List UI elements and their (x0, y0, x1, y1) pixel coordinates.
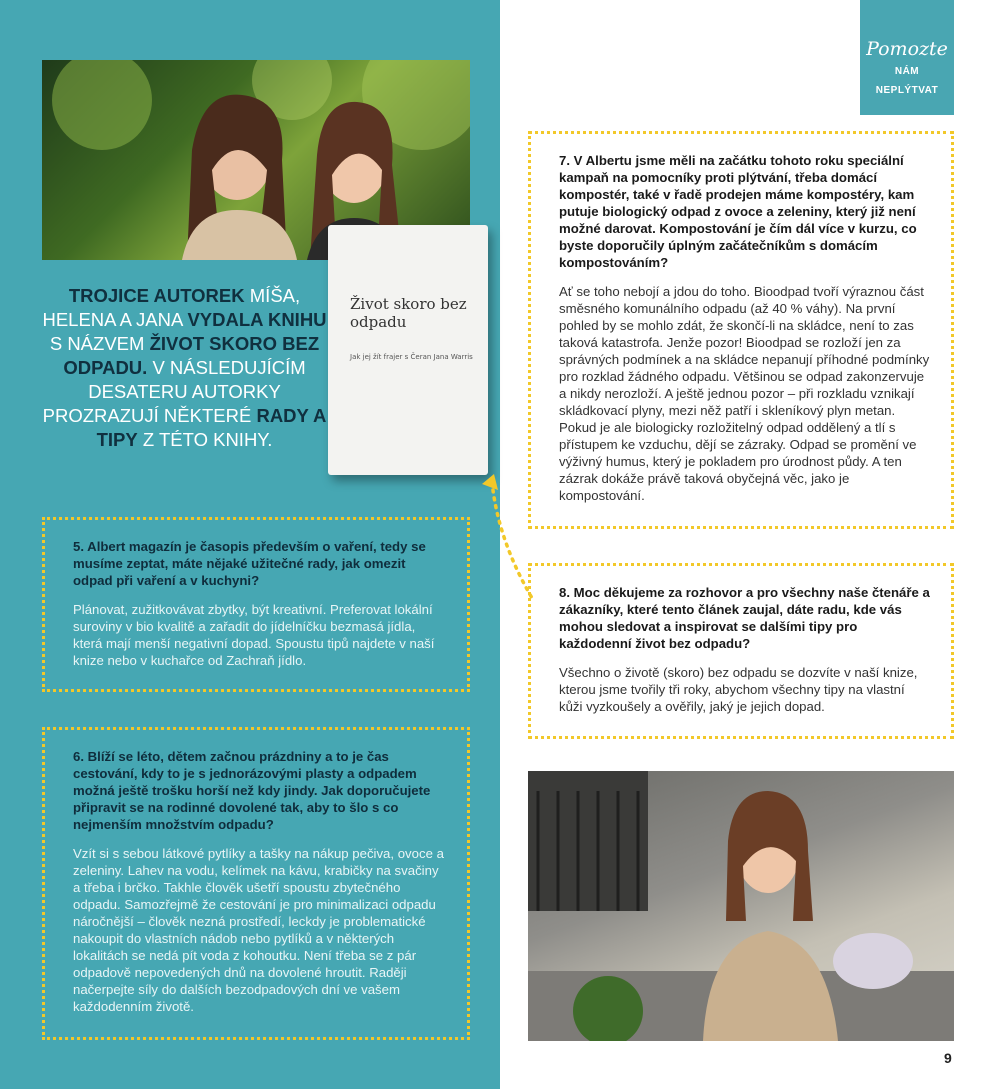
intro-highlight: VYDALA KNIHU (187, 309, 327, 330)
qa-box-5 (42, 517, 470, 692)
intro-highlight: RADY A TIPY (96, 405, 327, 450)
badge-line-1: NÁM (894, 66, 920, 77)
question-6: 6. Blíží se léto, dětem začnou prázdniny a to je čas cestování, kdy to je s jednorázovými plasty a odpadem možná ještě trošku horší než kdy jindy. Jak doporučujete připravit se na rodinné dovolené tak, aby to šlo s co nejmenším množstvím odpadu? (73, 749, 431, 832)
intro-text-part: Z TÉTO KNIHY. (137, 429, 273, 450)
book-authors: Jak jej žít frajer s Čeran Jana Warris (350, 353, 473, 361)
intro-highlight: ŽIVOT SKORO BEZ ODPADU. (63, 333, 320, 378)
answer-5: Plánovat, zužitkovávat zbytky, být kreativní. Preferovat lokální suroviny v bio kvalitě a zařadit do jídelníčku bezmasá jídla, která mají menší negativní dopad. Spoustu tipů najdete v naší knize nebo v kuchařce od Zachraň jídlo. (73, 602, 435, 668)
qa-box-6 (42, 727, 470, 1040)
badge-script-label: Pomozte (866, 38, 948, 60)
answer-6: Vzít si s sebou látkové pytlíky a tašky na nákup pečiva, ovoce a zeleniny. Lahev na vodu, kelímek na kávu, krabičky na svačiny a třeba i brčko. Takhle člověk ušetří spoustu zbytečného odpadu. Samozřejmě že cestování je pro minimalizaci odpadu náročnější – člověk nezná prostředí, leckdy je problematické nakoupit do vlastních nádob nebo pytlíků a v některých lokalitách se nedá pít voda z kohoutku. Není třeba se z pár odpadově nepovedených dnů na dovolené hroutit. Raději načerpejte síly do dalších bezodpadových dní ve vašem každodenním životě. (73, 846, 444, 1014)
question-7: 7. V Albertu jsme měli na začátku tohoto roku speciální kampaň na pomocníky proti plýtvání, třeba domácí kompostér, také v řadě prodejen máme kompostéry, kam putuje biologický odpad z ovoce a zeleniny, který již není možné darovat. Kompostování je čím dál více v kurzu, co byste doporučily úplným začátečníkům s domácím kompostováním? (559, 153, 917, 270)
book-cover (328, 225, 488, 475)
author-portrait-photo (528, 771, 954, 1041)
answer-7: Ať se toho nebojí a jdou do toho. Bioodpad tvoří výraznou část směsného komunálního odpadu (až 40 % váhy). Na první pohled by se mohlo zdát, že skončí-li na skládce, není to zas taková katastrofa. Jenže pozor! Bioodpad se rozloží jen za správných podmínek a na skládce nepanují příhodné podmínky pro rozklad žádného odpadu. Většinou se odpad zakonzervuje a nikdy nerozloží. A ještě jednou pozor – při rozkladu vznikají skládkovací plyny, mezi něž patří i skleníkový plyn metan. Pokud je ale biologicky rozložitelný odpad oddělený a tlí s přístupem ke vzduchu, dějí se zázraky. Odpad se promění ve výživný humus, který je pokladem pro úrodnost půdy. A ten zázrak dokáže právě taková obyčejná věc, jako je kompostování. (559, 284, 930, 503)
page-number: 9 (944, 1050, 952, 1066)
qa-box-8 (528, 563, 954, 739)
intro-highlight: TROJICE AUTOREK (68, 285, 245, 306)
qa-box-7 (528, 131, 954, 529)
intro-text-part: V NÁSLEDUJÍCÍM DESATERU AUTORKY PROZRAZUJÍ NĚKTERÉ (42, 357, 306, 426)
badge-line-2: NEPLÝTVAT (875, 85, 939, 96)
intro-text (42, 284, 327, 452)
question-5: 5. Albert magazín je časopis především o vaření, tedy se musíme zeptat, máte nějaké užitečné rady, jak omezit odpad při vaření a v kuchyni? (73, 539, 426, 588)
book-title: Život skoro bez odpadu (350, 295, 467, 331)
author-portrait-illustration (528, 771, 954, 1041)
answer-8: Všechno o životě (skoro) bez odpadu se dozvíte v naší knize, kterou jsme tvořily tři roky, abychom všechny tipy na vlastní kůži vyzkoušely a ověřily, jaký je jejich dopad. (559, 665, 918, 714)
intro-text-part: S NÁZVEM (49, 333, 150, 354)
intro-text-part: MÍŠA, HELENA A JANA (42, 285, 301, 330)
section-badge (860, 0, 954, 115)
question-8: 8. Moc děkujeme za rozhovor a pro všechny naše čtenáře a zákazníky, které tento článek zaujal, dáte radu, kde vás mohou sledovat a inspirovat se dalšími tipy pro každodenní život bez odpadu? (559, 585, 930, 651)
